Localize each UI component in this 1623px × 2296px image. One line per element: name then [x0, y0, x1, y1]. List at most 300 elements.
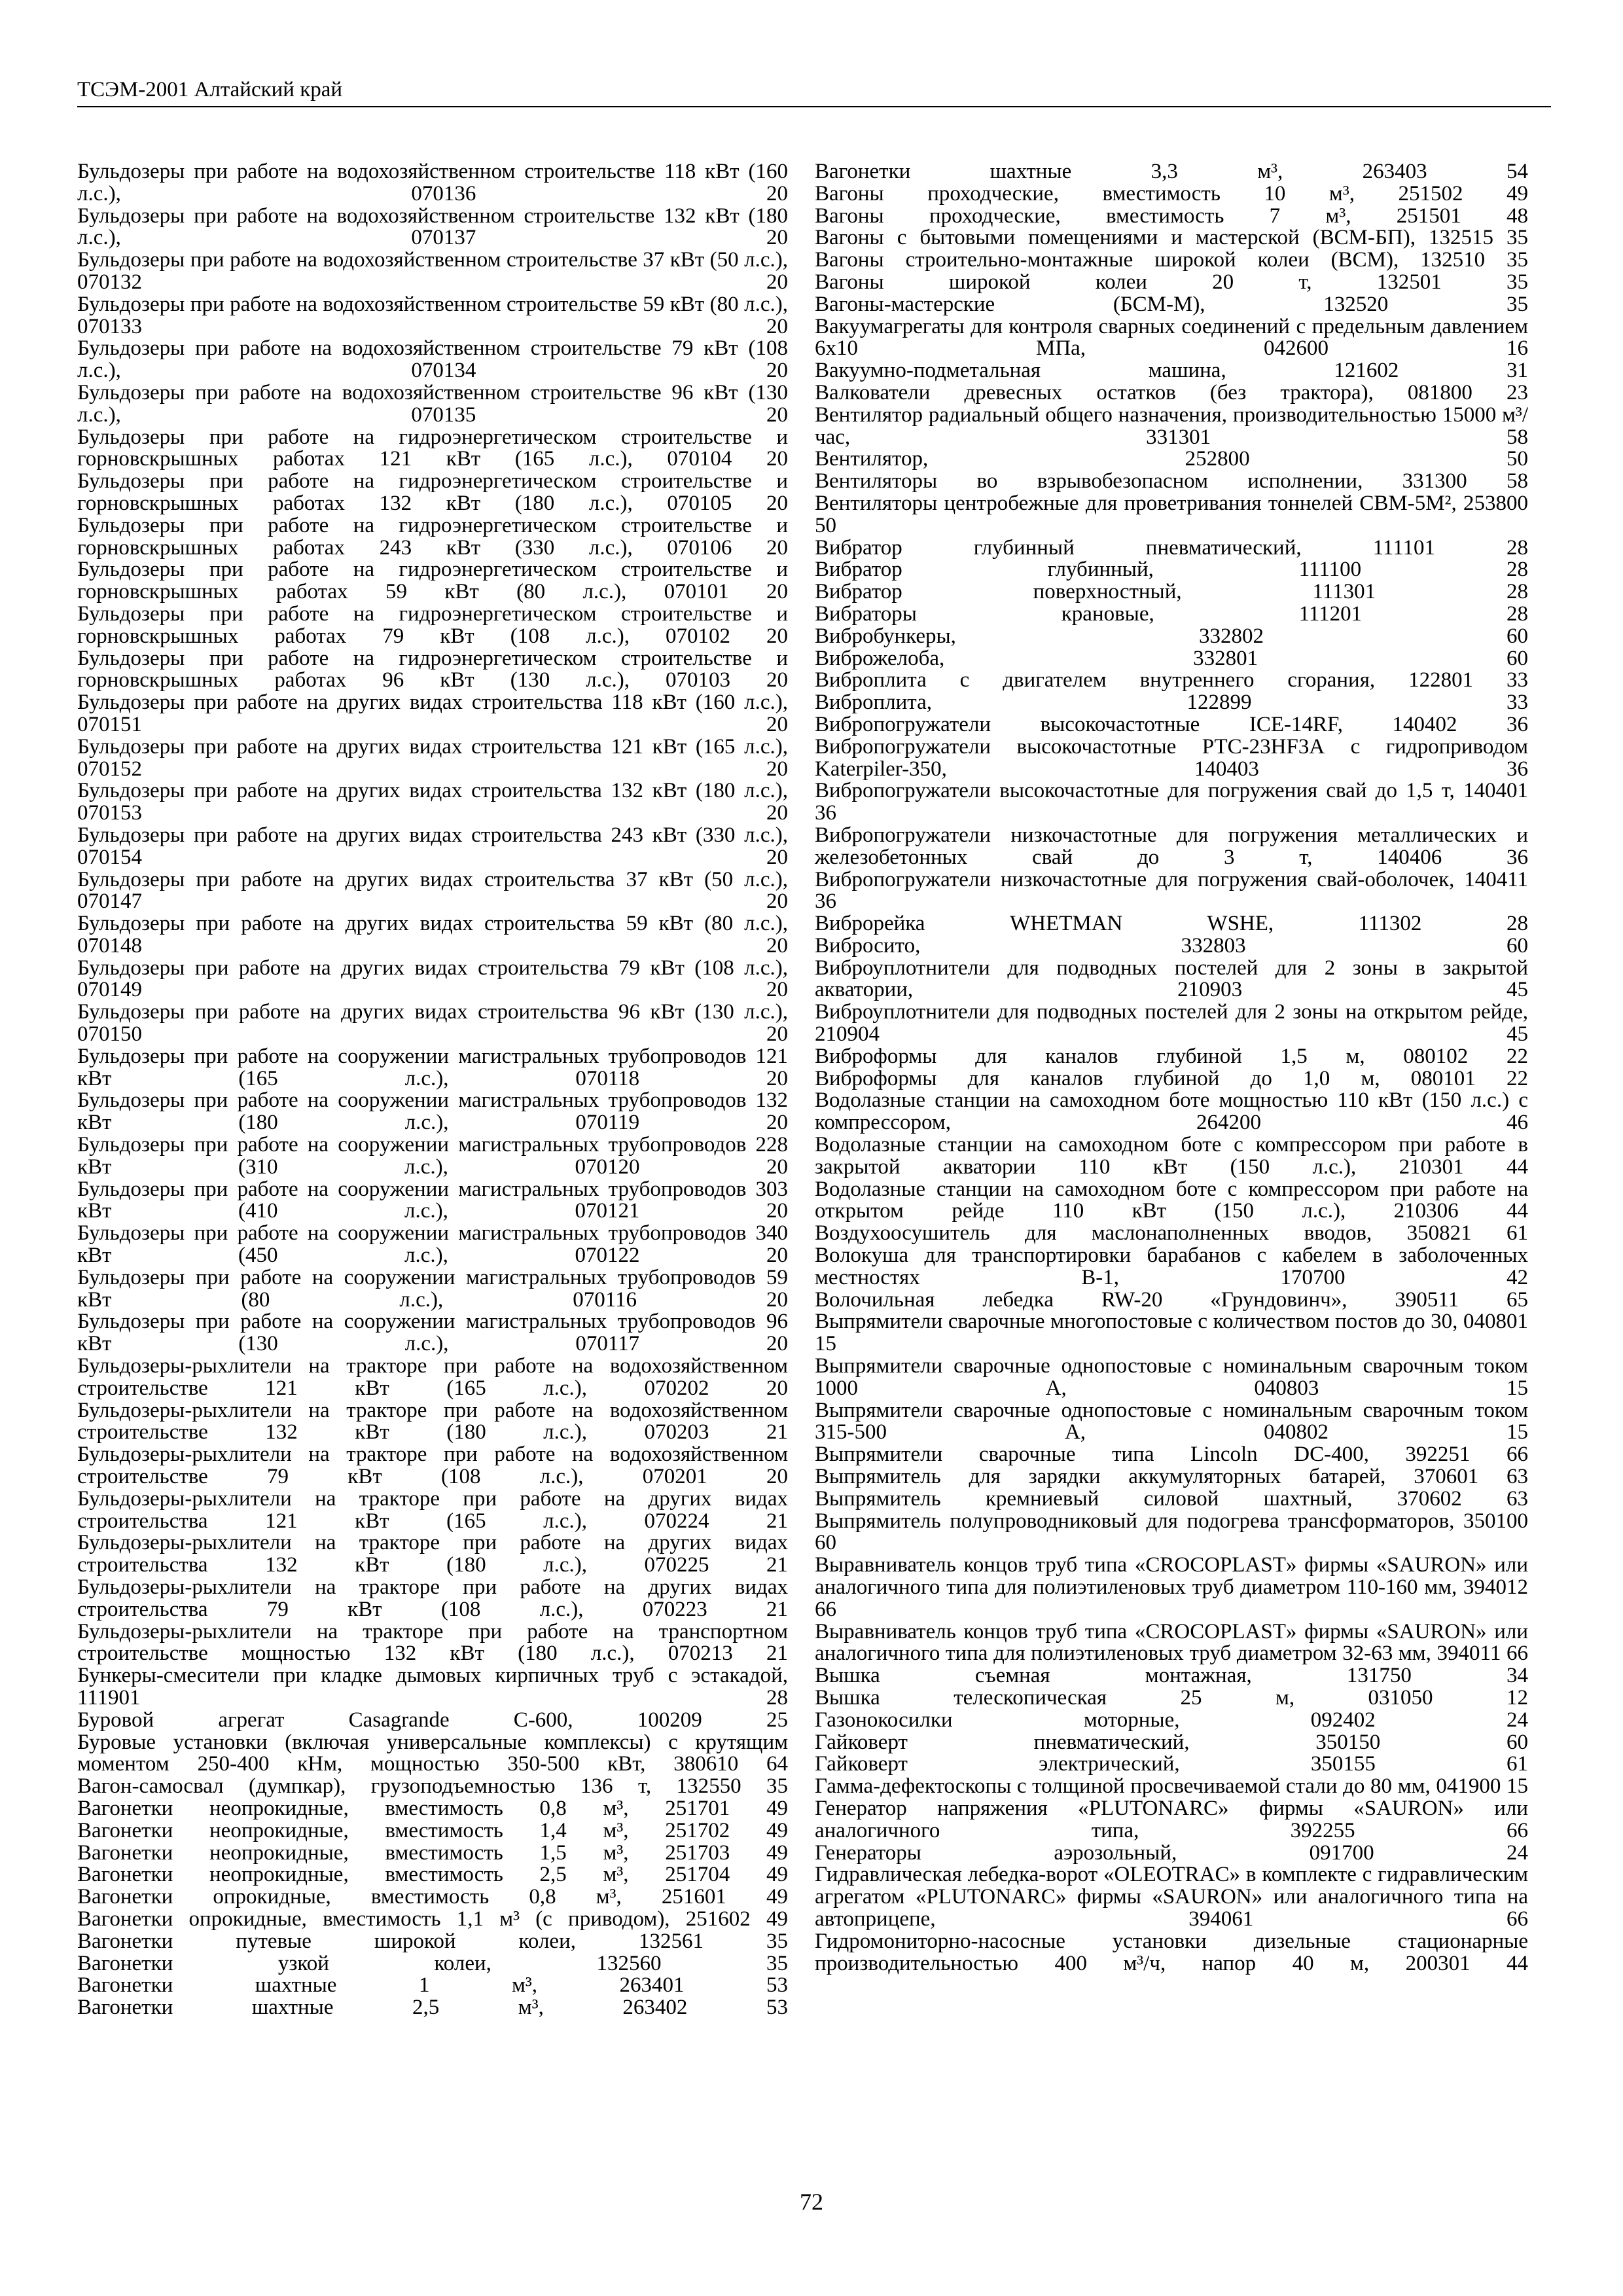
index-entry-text: Генератор напряжения «PLUTONARC» фирмы «SAURON» или аналогичного типа, 392255	[815, 1796, 1528, 1842]
index-entry	[815, 648, 1528, 670]
index-entry-page: 20	[766, 978, 788, 1002]
index-entry-text: Гидромониторно-насосные установки дизельные стационарные производительностью 400 м³/ч, напор 40 м, 200301	[815, 1929, 1528, 1975]
index-entry-text: Виброуплотнители для подводных постелей для 2 зоны в закрытой акватории, 210903	[815, 956, 1528, 1002]
index-entry	[77, 1179, 788, 1223]
index-entry	[77, 1090, 788, 1134]
index-entry-text: Вагонетки путевые широкой колеи, 132561	[77, 1929, 704, 1953]
index-entry-text: Гидравлическая лебедка-ворот «OLEOTRAC» в комплекте с гидравлическим агрегатом «PLUTONARC» фирмы «SAURON» или аналогичного типа на автоприцепе, 394061	[815, 1863, 1528, 1931]
index-entry	[77, 1532, 788, 1577]
index-entry-text: Бульдозеры при работе на других видах строительства 118 кВт (160 л.с.), 070151	[77, 691, 788, 736]
index-entry-page: 20	[766, 359, 789, 383]
index-entry-page: 20	[766, 1287, 788, 1312]
index-entry-text: Гайковерт электрический, 350155	[815, 1752, 1376, 1776]
index-entry	[77, 1710, 788, 1732]
index-entry	[815, 1068, 1528, 1090]
index-entry-text: Выпрямитель для зарядки аккумуляторных батарей, 370601	[815, 1465, 1479, 1489]
index-entry-text: Виброуплотнители для подводных постелей для 2 зоны на открытом рейде, 210904	[815, 1000, 1528, 1047]
index-entry-text: Бульдозеры при работе на других видах строительства 59 кВт (80 л.с.), 070148	[77, 912, 788, 958]
index-entry	[77, 1488, 788, 1533]
index-entry	[77, 1931, 788, 1953]
index-entry	[815, 1001, 1528, 1046]
index-entry	[77, 1997, 788, 2019]
index-entry-page: 20	[766, 889, 788, 914]
index-entry-text: Вагонетки опрокидные, вместимость 0,8 м³, 251601	[77, 1885, 726, 1909]
index-entry-page: 58	[1507, 469, 1528, 493]
index-entry	[77, 825, 788, 869]
index-entry	[77, 1400, 788, 1444]
index-entry-page: 15	[1507, 1376, 1528, 1400]
index-entry	[77, 1621, 788, 1666]
index-entry-page: 20	[766, 757, 788, 781]
index-entry-page: 20	[766, 1022, 788, 1047]
index-entry-text: Бульдозеры при работе на гидроэнергетическом строительстве и горновскрышных работах 59 кВт (80 л.с.), 070101	[77, 558, 788, 604]
index-entry-text: Водолазные станции на самоходном боте мощностью 110 кВт (150 л.с.) с компрессором, 264200	[815, 1088, 1528, 1135]
index-entry-page: 21	[766, 1641, 788, 1666]
index-entry	[77, 869, 788, 914]
index-entry-page: 53	[766, 1973, 788, 1998]
header-title: ТСЭМ-2001 Алтайский край	[77, 78, 343, 101]
index-entry-text: Вагонетки шахтные 2,5 м³, 263402	[77, 1996, 688, 2020]
index-entry-text: Выпрямители сварочные многопостовые с количеством постов до 30, 040801	[815, 1310, 1528, 1334]
index-entry-page: 20	[766, 491, 788, 515]
index-entry-page: 20	[766, 801, 788, 825]
index-entry-page: 60	[815, 1531, 836, 1555]
index-entry-page: 49	[766, 1840, 789, 1865]
index-entry-page: 33	[1507, 691, 1528, 715]
index-entry-page: 22	[1507, 1066, 1528, 1090]
index-entry	[815, 1289, 1528, 1312]
index-entry-page: 20	[766, 624, 789, 648]
index-entry-page: 12	[1507, 1685, 1528, 1710]
index-entry-page: 28	[1507, 535, 1528, 560]
index-entry-page: 28	[766, 1685, 788, 1710]
index-entry-page: 33	[1507, 668, 1529, 692]
index-entry-page: 28	[1507, 580, 1528, 604]
index-entry-text: Выпрямители сварочные однопостовые с номинальным сварочным током 315-500 А, 040802	[815, 1398, 1528, 1444]
index-entry	[77, 1842, 788, 1865]
index-entry	[815, 316, 1528, 361]
index-entry-page: 28	[1507, 601, 1529, 626]
index-entry	[77, 1223, 788, 1267]
index-entry	[815, 692, 1528, 714]
index-entry-text: Валкователи древесных остатков (без трактора), 081800	[815, 380, 1472, 404]
index-entry-text: Вышка телескопическая 25 м, 031050	[815, 1685, 1433, 1710]
index-entry-page: 20	[766, 933, 788, 958]
index-entry-page: 15	[815, 1332, 836, 1356]
index-entry-text: Вентилятор радиальный общего назначения, производительностью 15000 м³/час, 331301	[815, 403, 1528, 449]
index-entry	[815, 1710, 1528, 1732]
index-entry	[815, 382, 1528, 404]
index-entry-page: 49	[766, 1863, 789, 1887]
index-entry	[815, 780, 1528, 825]
index-entry-text: Выравниватель концов труб типа «CROCOPLAST» фирмы «SAURON» или аналогичного типа для полиэтиленовых труб диаметром 32-63 мм, 394011	[815, 1619, 1528, 1666]
index-entry-text: Вибраторы крановые, 111201	[815, 601, 1363, 626]
index-entry	[77, 161, 788, 206]
index-entry-page: 20	[766, 270, 788, 294]
index-entry-page: 21	[766, 1509, 789, 1533]
index-entry-text: Вагоны широкой колеи 20 т, 132501	[815, 270, 1442, 294]
index-entry-text: Вагон-самосвал (думпкар), грузоподъемностью 136 т, 132550	[77, 1774, 741, 1799]
index-entry	[815, 1046, 1528, 1068]
page-number: 72	[800, 2189, 823, 2215]
index-entry	[815, 670, 1528, 692]
index-entry	[77, 1355, 788, 1400]
index-entry-text: Бульдозеры-рыхлители на тракторе при работе на транспортном строительстве мощностью 132 кВт (180 л.с.), 070213	[77, 1619, 788, 1666]
index-entry-page: 31	[1507, 359, 1529, 383]
index-entry	[815, 1554, 1528, 1621]
index-entry	[77, 1134, 788, 1179]
index-entry	[815, 1864, 1528, 1930]
index-entry	[815, 714, 1528, 736]
index-entry	[77, 1732, 788, 1776]
index-entry	[815, 958, 1528, 1002]
index-entry-page: 20	[766, 1066, 788, 1090]
index-entry	[815, 493, 1528, 537]
index-entry-text: Гамма-дефектоскопы с толщиной просвечиваемой стали до 80 мм, 041900	[815, 1774, 1501, 1799]
index-entry-page: 66	[1507, 1443, 1528, 1467]
index-entry-page: 20	[766, 712, 788, 736]
index-entry-page: 20	[766, 1332, 788, 1356]
index-entry-text: Вагоны проходческие, вместимость 7 м³, 251501	[815, 204, 1461, 228]
index-entry-page: 45	[1507, 978, 1528, 1002]
index-entry	[77, 338, 788, 382]
index-entry	[815, 559, 1528, 581]
index-entry	[77, 1776, 788, 1798]
index-entry	[815, 1511, 1528, 1555]
index-entry-text: Вибратор глубинный пневматический, 111101	[815, 535, 1435, 560]
index-entry-page: 24	[1507, 1840, 1529, 1865]
index-entry	[815, 360, 1528, 382]
index-entry-text: Вакуумно-подметальная машина, 121602	[815, 359, 1399, 383]
index-entry	[77, 1909, 788, 1931]
index-entry-page: 50	[1507, 447, 1528, 471]
index-entry	[815, 206, 1528, 228]
index-entry-text: Вагонетки неопрокидные, вместимость 1,4 м³, 251702	[77, 1818, 730, 1842]
index-entry	[77, 1886, 788, 1909]
index-entry	[815, 1223, 1528, 1245]
index-entry-text: Бульдозеры-рыхлители на тракторе при работе на водохозяйственном строительстве 132 кВт (180 л.с.), 070203	[77, 1398, 788, 1444]
index-entry-page: 63	[1507, 1486, 1528, 1511]
index-entry-page: 25	[766, 1708, 788, 1732]
index-entry-text: Бульдозеры при работе на других видах строительства 96 кВт (130 л.с.), 070150	[77, 1000, 788, 1047]
index-entry	[77, 471, 788, 515]
index-entry-page: 20	[766, 1155, 788, 1179]
index-entry-page: 34	[1507, 1664, 1528, 1688]
index-entry	[815, 294, 1528, 316]
index-entry-page: 35	[766, 1774, 789, 1799]
index-entry-text: Гайковерт пневматический, 350150	[815, 1730, 1381, 1754]
index-entry-text: Бульдозеры при работе на других видах строительства 121 кВт (165 л.с.), 070152	[77, 734, 788, 781]
index-entry-text: Виброрейка WHETMAN WSHE, 111302	[815, 912, 1422, 936]
index-entry	[815, 183, 1528, 206]
index-entry-page: 21	[766, 1420, 788, 1444]
index-entry	[77, 1864, 788, 1886]
index-entry-page: 36	[1507, 757, 1528, 781]
index-entry-text: Бульдозеры при работе на сооружении магистральных трубопроводов 121 кВт (165 л.с.), 070118	[77, 1044, 788, 1090]
index-entry	[815, 1090, 1528, 1134]
index-entry-page: 60	[1507, 646, 1528, 670]
index-entry	[77, 1975, 788, 1997]
index-entry	[77, 780, 788, 825]
index-entry-text: Виброплита с двигателем внутреннего сгорания, 122801	[815, 668, 1474, 692]
index-entry-page: 20	[766, 1465, 788, 1489]
index-entry	[77, 515, 788, 560]
index-entry-text: Выравниватель концов труб типа «CROCOPLAST» фирмы «SAURON» или аналогичного типа для полиэтиленовых труб диаметром 110-160 мм, 394012	[815, 1553, 1528, 1599]
index-entry-text: Бункеры-смесители при кладке дымовых кирпичных труб с эстакадой, 111901	[77, 1664, 788, 1710]
index-entry	[815, 272, 1528, 294]
index-entry-page: 35	[766, 1929, 788, 1953]
index-entry-page: 24	[1507, 1708, 1529, 1732]
index-entry-text: Вагонетки шахтные 3,3 м³, 263403	[815, 160, 1427, 183]
index-entry-page: 28	[1507, 558, 1529, 582]
index-entry	[77, 427, 788, 471]
index-entry-text: Бульдозеры при работе на других видах строительства 132 кВт (180 л.с.), 070153	[77, 779, 788, 825]
index-entry-page: 54	[1507, 160, 1528, 183]
index-entry-page: 15	[1507, 1420, 1529, 1444]
index-entry	[815, 1753, 1528, 1776]
index-entry	[77, 559, 788, 603]
index-entry	[815, 1931, 1528, 1975]
index-entry-text: Вагонетки шахтные 1 м³, 263401	[77, 1973, 685, 1998]
index-entry-text: Бульдозеры-рыхлители на тракторе при работе на других видах строительства 132 кВт (180 л.с.), 070225	[77, 1531, 788, 1577]
index-entry	[77, 692, 788, 736]
index-entry-page: 36	[1507, 712, 1528, 736]
index-entry	[815, 869, 1528, 914]
index-entry-page: 66	[1507, 1907, 1529, 1931]
index-entry-text: Вагонетки неопрокидные, вместимость 0,8 м³, 251701	[77, 1796, 730, 1820]
index-entry-page: 20	[766, 1199, 788, 1223]
index-entry	[77, 1577, 788, 1621]
index-entry-page: 61	[1507, 1752, 1528, 1776]
index-entry-text: Бульдозеры при работе на водохозяйственном строительстве 79 кВт (108 л.с.), 070134	[77, 336, 788, 383]
index-entry-text: Вагонетки опрокидные, вместимость 1,1 м³ (с приводом), 251602	[77, 1907, 751, 1931]
index-entry	[77, 1665, 788, 1710]
index-entry-page: 45	[1507, 1022, 1528, 1047]
index-entry-text: Вентилятор, 252800	[815, 447, 1250, 471]
index-entry	[77, 913, 788, 958]
index-entry-text: Выпрямители сварочные типа Lincoln DC-400, 392251	[815, 1443, 1471, 1467]
index-entry	[77, 1311, 788, 1355]
index-entry	[815, 537, 1528, 560]
index-entry-page: 58	[1507, 425, 1529, 449]
index-column-right	[815, 161, 1528, 1975]
index-entry	[815, 1665, 1528, 1687]
index-entry-text: Вибропогружатели низкочастотные для погружения свай-оболочек, 140411	[815, 867, 1528, 891]
index-entry-text: Бульдозеры при работе на водохозяйственном строительстве 37 кВт (50 л.с.), 070132	[77, 248, 788, 294]
index-entry	[815, 736, 1528, 781]
index-entry	[77, 1267, 788, 1312]
index-entry-text: Виброформы для каналов глубиной до 1,0 м, 080101	[815, 1066, 1476, 1090]
index-entry	[815, 1798, 1528, 1842]
index-entry	[815, 1687, 1528, 1710]
index-entry-text: Виброжелоба, 332801	[815, 646, 1258, 670]
index-entry-text: Бульдозеры-рыхлители на тракторе при работе на водохозяйственном строительстве 79 кВт (108 л.с.), 070201	[77, 1443, 788, 1489]
index-entry-page: 63	[1507, 1465, 1529, 1489]
index-entry-page: 49	[766, 1796, 789, 1820]
index-entry-page: 20	[766, 403, 789, 427]
index-entry-page: 60	[1507, 1730, 1529, 1754]
index-entry-page: 48	[1507, 204, 1529, 228]
index-entry-page: 66	[1507, 1818, 1528, 1842]
index-entry	[815, 1776, 1528, 1798]
index-entry	[77, 1001, 788, 1046]
index-entry-text: Бульдозеры при работе на сооружении магистральных трубопроводов 59 кВт (80 л.с.), 070116	[77, 1265, 788, 1312]
index-entry-page: 20	[766, 226, 789, 250]
index-entry	[815, 1245, 1528, 1289]
index-entry-page: 65	[1507, 1287, 1528, 1312]
index-entry-text: Вибросито, 332803	[815, 933, 1246, 958]
index-entry-page: 20	[766, 1376, 788, 1400]
index-entry-page: 23	[1507, 380, 1529, 404]
index-entry-text: Волокуша для транспортировки барабанов с кабелем в заболоченных местностях В-1, 170700	[815, 1244, 1528, 1289]
index-entry-text: Бульдозеры при работе на других видах строительства 37 кВт (50 л.с.), 070147	[77, 867, 788, 914]
index-entry-page: 21	[766, 1553, 789, 1577]
index-entry-text: Вибропогружатели высокочастотные ICE-14RF, 140402	[815, 712, 1457, 736]
index-entry-text: Вибропогружатели низкочастотные для погружения металлических и железобетонных свай до 3 т, 140406	[815, 823, 1528, 869]
page-header	[77, 73, 1551, 106]
index-entry	[815, 581, 1528, 603]
index-entry-page: 22	[1507, 1044, 1528, 1068]
index-entry-page: 35	[1507, 292, 1528, 316]
index-entry-text: Бульдозеры при работе на гидроэнергетическом строительстве и горновскрышных работах 243 кВт (330 л.с.), 070106	[77, 513, 788, 560]
index-entry-text: Бульдозеры-рыхлители на тракторе при работе на других видах строительства 121 кВт (165 л.с.), 070224	[77, 1486, 788, 1533]
index-entry	[77, 1046, 788, 1090]
index-entry-page: 20	[766, 314, 788, 338]
index-entry-page: 20	[766, 447, 788, 471]
index-entry	[77, 1798, 788, 1820]
index-entry-text: Бульдозеры при работе на гидроэнергетическом строительстве и горновскрышных работах 132 кВт (180 л.с.), 070105	[77, 469, 788, 515]
index-entry-page: 44	[1507, 1951, 1529, 1975]
index-entry-page: 60	[1507, 933, 1529, 958]
index-entry-page: 20	[766, 845, 788, 869]
index-entry	[815, 404, 1528, 449]
index-entry	[815, 249, 1528, 272]
index-entry	[815, 935, 1528, 958]
index-entry-text: Генераторы аэрозольный, 091700	[815, 1840, 1374, 1865]
index-entry-text: Вибропогружатели высокочастотные для погружения свай до 1,5 т, 140401	[815, 779, 1528, 803]
index-entry-text: Бульдозеры при работе на сооружении магистральных трубопроводов 96 кВт (130 л.с.), 070117	[77, 1310, 788, 1356]
index-entry	[815, 1444, 1528, 1466]
index-entry-text: Вагонетки неопрокидные, вместимость 1,5 м³, 251703	[77, 1840, 730, 1865]
index-entry-page: 35	[1507, 270, 1528, 294]
index-entry-page: 20	[766, 181, 789, 206]
header-rule	[77, 106, 1551, 107]
index-entry-text: Вагоны с бытовыми помещениями и мастерской (ВСМ-БП), 132515	[815, 226, 1493, 250]
index-entry	[815, 1466, 1528, 1488]
index-entry	[815, 1488, 1528, 1511]
index-entry-page: 42	[1507, 1265, 1529, 1289]
index-entry-text: Бульдозеры при работе на водохозяйственном строительстве 132 кВт (180 л.с.), 070137	[77, 204, 788, 250]
index-entry-text: Бульдозеры при работе на других видах строительства 79 кВт (108 л.с.), 070149	[77, 956, 788, 1002]
index-entry	[815, 1355, 1528, 1400]
index-entry-text: Бульдозеры при работе на водохозяйственном строительстве 118 кВт (160 л.с.), 070136	[77, 160, 788, 206]
index-entry-page: 36	[815, 801, 836, 825]
index-entry	[815, 448, 1528, 471]
index-entry-text: Буровые установки (включая универсальные комплексы) с крутящим моментом 250-400 кНм, мощностью 350-500 кВт, 380610	[77, 1730, 788, 1776]
index-entry-text: Бульдозеры-рыхлители на тракторе при работе на других видах строительства 79 кВт (108 л.с.), 070223	[77, 1575, 788, 1621]
index-entry-page: 35	[766, 1951, 789, 1975]
index-entry	[77, 603, 788, 648]
index-entry-text: Бульдозеры при работе на других видах строительства 243 кВт (330 л.с.), 070154	[77, 823, 788, 869]
index-entry-text: Вентиляторы во взрывобезопасном исполнении, 331300	[815, 469, 1467, 493]
index-entry-text: Бульдозеры при работе на гидроэнергетическом строительстве и горновскрышных работах 121 кВт (165 л.с.), 070104	[77, 425, 788, 471]
index-entry	[815, 1134, 1528, 1179]
index-entry	[815, 1621, 1528, 1666]
index-entry-page: 49	[766, 1907, 788, 1931]
index-entry-page: 61	[1507, 1221, 1528, 1246]
index-entry-page: 49	[766, 1818, 789, 1842]
index-entry	[815, 227, 1528, 249]
index-entry-page: 60	[1507, 624, 1528, 648]
index-entry-page: 66	[1507, 1641, 1529, 1666]
index-entry-text: Бульдозеры при работе на сооружении магистральных трубопроводов 303 кВт (410 л.с.), 070121	[77, 1177, 788, 1223]
index-entry-page: 15	[1507, 1774, 1529, 1799]
index-entry	[815, 1842, 1528, 1865]
index-entry-text: Газонокосилки моторные, 092402	[815, 1708, 1376, 1732]
index-entry-text: Вышка съемная монтажная, 131750	[815, 1664, 1412, 1688]
index-entry-page: 36	[1507, 845, 1529, 869]
index-entry-page: 35	[1507, 248, 1528, 272]
index-entry-text: Бульдозеры-рыхлители на тракторе при работе на водохозяйственном строительстве 121 кВт (165 л.с.), 070202	[77, 1354, 788, 1400]
index-entry-text: Водолазные станции на самоходном боте с компрессором при работе на открытом рейде 110 кВт (150 л.с.), 210306	[815, 1177, 1528, 1223]
index-entry	[815, 1179, 1528, 1223]
index-entry-text: Волочильная лебедка RW-20 «Грундовинч», 390511	[815, 1287, 1459, 1312]
index-entry-page: 28	[1507, 912, 1528, 936]
index-entry-text: Вибропогружатели высокочастотные РТС-23HF3А с гидроприводом Katerpiler-350, 140403	[815, 734, 1528, 781]
index-entry-page: 53	[766, 1996, 788, 2020]
index-entry-text: Выпрямители сварочные однопостовые с номинальным сварочным током 1000 А, 040803	[815, 1354, 1528, 1400]
index-entry-text: Воздухоосушитель для маслонаполненных вводов, 350821	[815, 1221, 1472, 1246]
index-entry	[815, 603, 1528, 626]
index-entry-text: Выпрямитель полупроводниковый для подогрева трансформаторов, 350100	[815, 1509, 1528, 1533]
index-entry-page: 35	[1507, 226, 1529, 250]
index-entry-text: Бульдозеры при работе на водохозяйственном строительстве 96 кВт (130 л.с.), 070135	[77, 380, 788, 427]
index-entry-text: Бульдозеры при работе на сооружении магистральных трубопроводов 340 кВт (450 л.с.), 070122	[77, 1221, 788, 1268]
index-entry	[815, 825, 1528, 869]
index-entry-page: 64	[766, 1752, 788, 1776]
index-entry-page: 20	[766, 1111, 788, 1135]
index-entry-text: Вибробункеры, 332802	[815, 624, 1264, 648]
index-entry-page: 66	[815, 1597, 836, 1621]
index-entry-text: Вагоны проходческие, вместимость 10 м³, 251502	[815, 181, 1463, 206]
index-entry-text: Вагонетки неопрокидные, вместимость 2,5 м³, 251704	[77, 1863, 730, 1887]
index-entry-page: 20	[766, 1244, 788, 1268]
index-entry-page: 21	[766, 1597, 789, 1621]
index-entry	[77, 1953, 788, 1975]
index-entry	[77, 206, 788, 250]
index-entry-text: Бульдозеры при работе на сооружении магистральных трубопроводов 132 кВт (180 л.с.), 070119	[77, 1088, 788, 1135]
index-entry-page: 36	[815, 889, 836, 914]
index-entry	[77, 1820, 788, 1842]
index-entry-page: 44	[1507, 1155, 1529, 1179]
index-entry-text: Бульдозеры при работе на сооружении магистральных трубопроводов 228 кВт (310 л.с.), 070120	[77, 1133, 788, 1179]
index-entry-text: Водолазные станции на самоходном боте с компрессором при работе в закрытой акватории 110 кВт (150 л.с.), 210301	[815, 1133, 1528, 1179]
index-column-left	[77, 161, 788, 2019]
index-entry-page: 16	[1507, 336, 1529, 361]
index-entry-page: 49	[1507, 181, 1529, 206]
index-entry	[815, 1311, 1528, 1355]
index-entry	[77, 382, 788, 427]
index-entry-page: 20	[766, 580, 789, 604]
index-entry-text: Виброплита, 122899	[815, 691, 1252, 715]
index-entry	[815, 161, 1528, 183]
index-entry	[77, 736, 788, 781]
index-entry-text: Вагонетки узкой колеи, 132560	[77, 1951, 662, 1975]
index-entry	[815, 913, 1528, 935]
index-entry-text: Вибратор поверхностный, 111301	[815, 580, 1376, 604]
index-entry	[77, 648, 788, 692]
index-entry-text: Буровой агрегат Casagrande С-600, 100209	[77, 1708, 702, 1732]
